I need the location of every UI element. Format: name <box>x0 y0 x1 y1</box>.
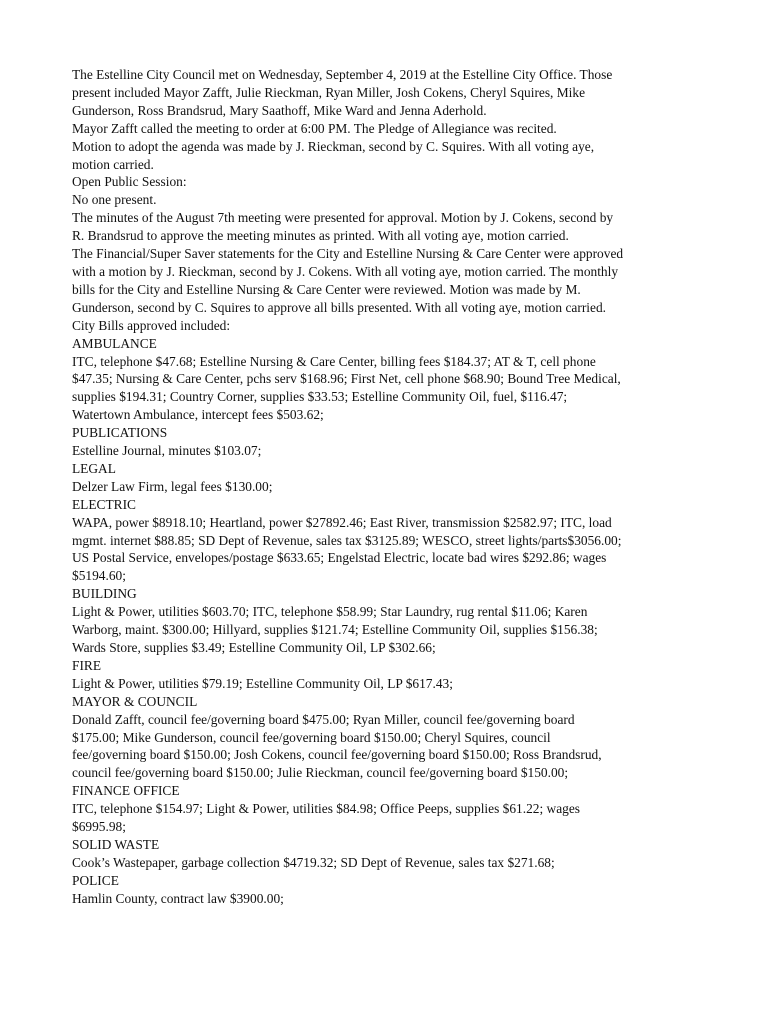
text-line: US Postal Service, envelopes/postage $633.65; Engelstad Electric, locate bad wires $292.86; wages <box>72 550 607 566</box>
text-line: Open Public Session: <box>72 174 187 190</box>
section-heading: BUILDING <box>72 586 137 602</box>
document-page <box>72 66 697 908</box>
text-line: $175.00; Mike Gunderson, council fee/governing board $150.00; Cheryl Squires, council <box>72 729 551 745</box>
text-line: supplies $194.31; Country Corner, supplies $33.53; Estelline Community Oil, fuel, $116.47; <box>72 389 568 405</box>
section-heading: PUBLICATIONS <box>72 425 168 441</box>
text-line: Estelline Journal, minutes $103.07; <box>72 443 262 459</box>
text-line: City Bills approved included: <box>72 317 231 333</box>
text-line: Donald Zafft, council fee/governing board $475.00; Ryan Miller, council fee/governing board <box>72 711 575 727</box>
text-line: with a motion by J. Rieckman, second by J. Cokens. With all voting aye, motion carried. The monthly <box>72 263 619 279</box>
text-line: Gunderson, second by C. Squires to approve all bills presented. With all voting aye, motion carried. <box>72 299 606 315</box>
text-line: mgmt. internet $88.85; SD Dept of Revenue, sales tax $3125.89; WESCO, street lights/parts$3056.00; <box>72 532 622 548</box>
text-line: Delzer Law Firm, legal fees $130.00; <box>72 478 273 494</box>
section-heading: FINANCE OFFICE <box>72 783 180 799</box>
section-heading: LEGAL <box>72 460 116 476</box>
text-line: $6995.98; <box>72 819 126 835</box>
text-line: fee/governing board $150.00; Josh Cokens, council fee/governing board $150.00; Ross Brandsrud, <box>72 747 602 763</box>
section-heading: SOLID WASTE <box>72 836 160 852</box>
text-line: council fee/governing board $150.00; Julie Rieckman, council fee/governing board $150.00; <box>72 765 569 781</box>
text-line: No one present. <box>72 192 157 208</box>
text-line: Warborg, maint. $300.00; Hillyard, supplies $121.74; Estelline Community Oil, supplies $156.38; <box>72 622 598 638</box>
text-line: Hamlin County, contract law $3900.00; <box>72 890 284 906</box>
section-heading: POLICE <box>72 872 119 888</box>
text-line: bills for the City and Estelline Nursing & Care Center were reviewed. Motion was made by M. <box>72 281 581 297</box>
text-line: motion carried. <box>72 156 154 172</box>
text-line: $47.35; Nursing & Care Center, pchs serv $168.96; First Net, cell phone $68.90; Bound Tree Medical, <box>72 371 621 387</box>
text-line: The minutes of the August 7th meeting were presented for approval. Motion by J. Cokens, second by <box>72 210 614 226</box>
section-heading: ELECTRIC <box>72 496 136 512</box>
text-line: Cook’s Wastepaper, garbage collection $4719.32; SD Dept of Revenue, sales tax $271.68; <box>72 854 555 870</box>
text-line: Watertown Ambulance, intercept fees $503.62; <box>72 407 324 423</box>
section-heading: AMBULANCE <box>72 335 157 351</box>
text-line: WAPA, power $8918.10; Heartland, power $27892.46; East River, transmission $2582.97; ITC, load <box>72 514 612 530</box>
text-line: Light & Power, utilities $79.19; Estelline Community Oil, LP $617.43; <box>72 675 453 691</box>
text-line: The Estelline City Council met on Wednesday, September 4, 2019 at the Estelline City Office. Those <box>72 67 613 82</box>
section-heading: MAYOR & COUNCIL <box>72 693 198 709</box>
text-line: Motion to adopt the agenda was made by J. Rieckman, second by C. Squires. With all voting aye, <box>72 138 595 154</box>
text-line: $5194.60; <box>72 568 126 584</box>
text-line: present included Mayor Zafft, Julie Rieckman, Ryan Miller, Josh Cokens, Cheryl Squires, Mike <box>72 84 586 100</box>
text-line: ITC, telephone $154.97; Light & Power, utilities $84.98; Office Peeps, supplies $61.22; wages <box>72 801 580 817</box>
text-line: R. Brandsrud to approve the meeting minutes as printed. With all voting aye, motion carried. <box>72 228 569 244</box>
text-line: Light & Power, utilities $603.70; ITC, telephone $58.99; Star Laundry, rug rental $11.06; Karen <box>72 604 588 620</box>
text-line: Gunderson, Ross Brandsrud, Mary Saathoff, Mike Ward and Jenna Aderhold. <box>72 102 487 118</box>
section-heading: FIRE <box>72 657 102 673</box>
text-line: The Financial/Super Saver statements for the City and Estelline Nursing & Care Center were approved <box>72 246 624 262</box>
text-line: Wards Store, supplies $3.49; Estelline Community Oil, LP $302.66; <box>72 640 436 655</box>
text-line: Mayor Zafft called the meeting to order at 6:00 PM. The Pledge of Allegiance was recited. <box>72 120 557 136</box>
text-line: ITC, telephone $47.68; Estelline Nursing & Care Center, billing fees $184.37; AT & T, cell phone <box>72 353 596 369</box>
